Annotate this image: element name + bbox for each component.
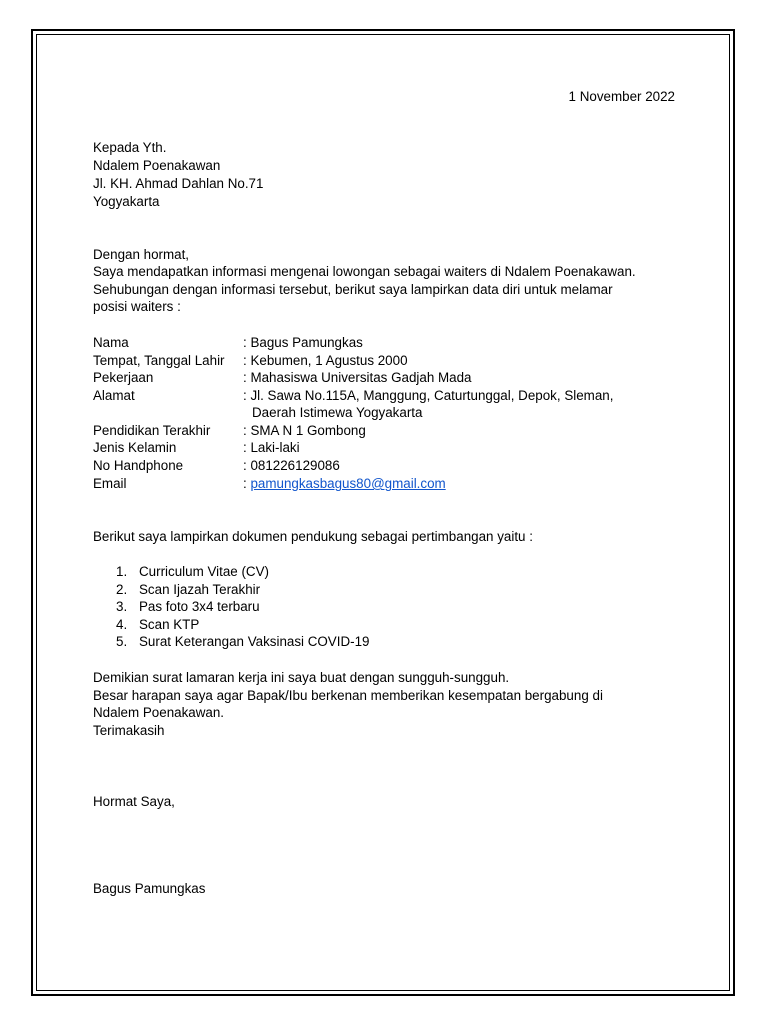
alamat-label: Alamat [93, 388, 135, 403]
opening-line-3: posisi waiters : [93, 299, 181, 314]
kelamin-label: Jenis Kelamin [93, 440, 177, 455]
recipient-greeting: Kepada Yth. [93, 140, 167, 155]
pekerjaan-label: Pekerjaan [93, 370, 154, 385]
opening-line-1: Saya mendapatkan informasi mengenai lowongan sebagai waiters di Ndalem Poenakawan. [93, 264, 636, 279]
ttl-label: Tempat, Tanggal Lahir [93, 353, 225, 368]
list-item-number: 4. [116, 617, 128, 632]
pendidikan-value: : SMA N 1 Gombong [243, 423, 366, 438]
salutation: Dengan hormat, [93, 247, 190, 262]
signature-name: Bagus Pamungkas [93, 881, 206, 896]
closing-line-2: Besar harapan saya agar Bapak/Ibu berkenan memberikan kesempatan bergabung di [93, 688, 603, 703]
kelamin-value: : Laki-laki [243, 440, 300, 455]
hp-value: : 081226129086 [243, 458, 340, 473]
nama-label: Nama [93, 335, 129, 350]
closing-line-1: Demikian surat lamaran kerja ini saya buat dengan sungguh-sungguh. [93, 670, 510, 685]
hp-label: No Handphone [93, 458, 184, 473]
list-item: Pas foto 3x4 terbaru [139, 599, 260, 614]
recipient-address: Jl. KH. Ahmad Dahlan No.71 [93, 176, 264, 191]
email-label: Email [93, 476, 127, 491]
pendidikan-label: Pendidikan Terakhir [93, 423, 211, 438]
list-item-number: 2. [116, 582, 128, 597]
alamat-value-continued: Daerah Istimewa Yogyakarta [252, 405, 423, 420]
list-item-number: 1. [116, 564, 128, 579]
pekerjaan-value: : Mahasiswa Universitas Gadjah Mada [243, 370, 472, 385]
opening-line-2: Sehubungan dengan informasi tersebut, berikut saya lampirkan data diri untuk melamar [93, 282, 613, 297]
list-item: Curriculum Vitae (CV) [139, 564, 269, 579]
list-item: Scan Ijazah Terakhir [139, 582, 261, 597]
closing-regards: Hormat Saya, [93, 794, 175, 809]
ttl-value: : Kebumen, 1 Agustus 2000 [243, 353, 408, 368]
attachments-intro: Berikut saya lampirkan dokumen pendukung sebagai pertimbangan yaitu : [93, 529, 533, 544]
nama-value: : Bagus Pamungkas [243, 335, 363, 350]
email-separator: : [243, 476, 247, 491]
alamat-value: : Jl. Sawa No.115A, Manggung, Caturtunggal, Depok, Sleman, [243, 388, 614, 403]
recipient-name: Ndalem Poenakawan [93, 158, 221, 173]
email-link[interactable]: pamungkasbagus80@gmail.com [250, 476, 446, 491]
list-item: Scan KTP [139, 617, 200, 632]
closing-thanks: Terimakasih [93, 723, 165, 738]
closing-line-3: Ndalem Poenakawan. [93, 705, 225, 720]
list-item: Surat Keterangan Vaksinasi COVID-19 [139, 634, 370, 649]
list-item-number: 5. [116, 634, 128, 649]
email-row [243, 475, 446, 492]
list-item-number: 3. [116, 599, 128, 614]
letter-date: 1 November 2022 [568, 89, 675, 104]
recipient-city: Yogyakarta [93, 194, 160, 209]
